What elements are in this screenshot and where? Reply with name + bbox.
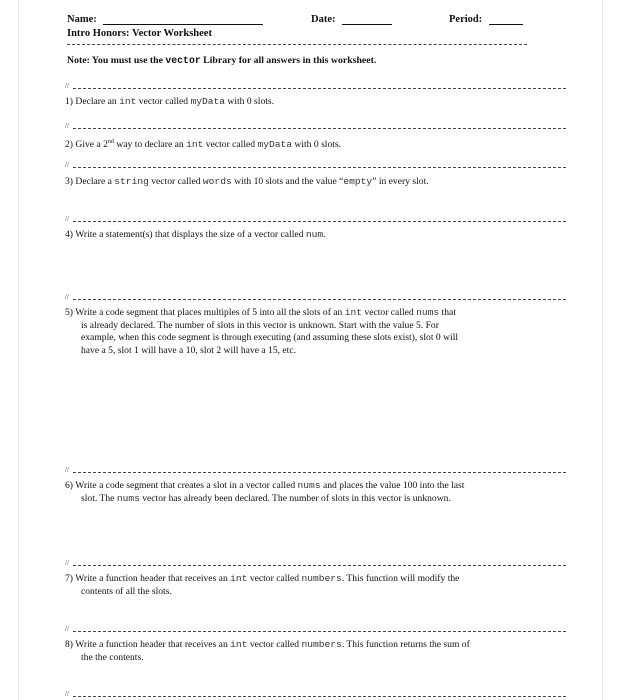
answer-line[interactable]: [73, 128, 566, 129]
question-7: 7) Write a function header that receives an int vector called numbers. This function will modify the contents of all the slots.: [65, 573, 460, 597]
comment-marker: //: [65, 293, 69, 301]
question-1: 1) Declare an int vector called myData with 0 slots.: [65, 96, 275, 107]
question-4: 4) Write a statement(s) that displays the size of a vector called num.: [65, 229, 326, 240]
answer-line[interactable]: [73, 167, 566, 168]
comment-marker: //: [65, 82, 69, 90]
date-blank[interactable]: [342, 24, 392, 25]
note-suffix: Library for all answers in this worksheet.: [200, 55, 377, 66]
date-field: [311, 14, 392, 25]
question-3: 3) Declare a string vector called words with 10 slots and the value “empty” in every slot.: [65, 176, 429, 187]
answer-line[interactable]: [73, 696, 566, 697]
note-line: [67, 55, 376, 66]
question-8: 8) Write a function header that receives an int vector called numbers. This function returns the sum of the the contents.: [65, 639, 470, 663]
period-field: [449, 14, 523, 25]
question-6: 6) Write a code segment that creates a slot in a vector called nums and places the value 100 into the last slot. The nums vector has already been declared. The number of slots in this vector is unknown.: [65, 480, 465, 504]
answer-line[interactable]: [73, 299, 566, 300]
comment-marker: //: [65, 690, 69, 698]
comment-marker: //: [65, 559, 69, 567]
answer-line[interactable]: [73, 472, 566, 473]
comment-marker: //: [65, 466, 69, 474]
date-label: Date:: [311, 14, 336, 25]
worksheet-page: [18, 0, 603, 700]
note-code: vector: [165, 55, 201, 66]
answer-line[interactable]: [73, 221, 566, 222]
answer-line[interactable]: [73, 631, 566, 632]
note-prefix: Note: You must use the: [67, 55, 166, 66]
answer-line[interactable]: [73, 565, 566, 566]
comment-marker: //: [65, 625, 69, 633]
comment-marker: //: [65, 215, 69, 223]
answer-line[interactable]: [73, 88, 566, 89]
name-blank[interactable]: [103, 24, 263, 25]
period-blank[interactable]: [489, 24, 523, 25]
comment-marker: //: [65, 122, 69, 130]
period-label: Period:: [449, 14, 483, 25]
header-divider: [67, 44, 527, 45]
name-label: Name:: [67, 14, 97, 25]
worksheet-title: Intro Honors: Vector Worksheet: [67, 28, 212, 39]
question-2: 2) Give a 2nd way to declare an int vector called myData with 0 slots.: [65, 139, 342, 151]
name-field: [67, 14, 263, 25]
comment-marker: //: [65, 161, 69, 169]
question-5: 5) Write a code segment that places multiples of 5 into all the slots of an int vector called nums that is already declared. The number of slots in this vector is unknown. Start with the value 5. For example, when this code segment is through executing (and assuming these slots exist), slot 0 will have a 5, slot 1 will have a 10, slot 2 will have a 15, etc.: [65, 307, 459, 356]
